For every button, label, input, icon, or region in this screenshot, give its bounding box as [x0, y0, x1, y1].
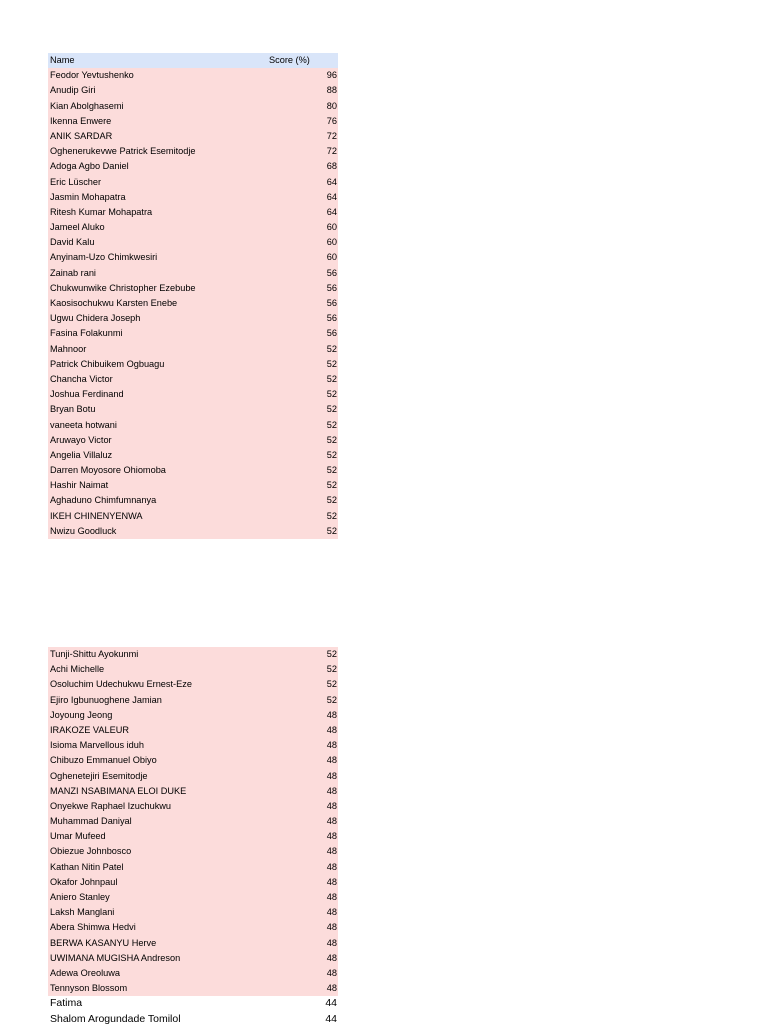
table-row [48, 677, 338, 692]
row-name: Laksh Manglani [50, 907, 115, 918]
row-name: Isioma Marvellous iduh [50, 740, 144, 751]
row-score: 52 [326, 679, 337, 690]
row-name: Fatima [50, 997, 83, 1010]
row-score: 48 [326, 952, 337, 963]
table-row [48, 418, 338, 433]
row-score: 48 [326, 907, 337, 918]
row-score: 52 [326, 419, 337, 430]
row-score: 48 [326, 892, 337, 902]
row-score: 64 [326, 176, 337, 187]
table-row [48, 357, 338, 372]
row-name: Adoga Agbo Daniel [50, 161, 129, 172]
row-name: Tennyson Blossom [50, 983, 128, 994]
row-name: Adewa Oreoluwa [50, 967, 120, 978]
table-row [48, 114, 338, 129]
row-name: Onyekwe Raphael Izuchukwu [50, 800, 172, 811]
table-row [48, 235, 338, 250]
row-name: Eric Lüscher [50, 176, 102, 187]
row-score: 60 [326, 222, 337, 233]
table-row [48, 951, 338, 966]
row-name: Angelia Villaluz [50, 449, 113, 460]
row-name: Jasmin Mohapatra [50, 191, 126, 202]
row-name: MANZI NSABIMANA ELOI DUKE [50, 785, 187, 796]
row-name: Zainab rani [50, 267, 96, 278]
table-row [48, 844, 338, 859]
row-name: UWIMANA MUGISHA Andreson [50, 952, 181, 963]
row-score: 52 [326, 510, 337, 521]
table-row [48, 860, 338, 875]
table-row [48, 372, 338, 387]
row-name: Osoluchim Udechukwu Ernest-Eze [50, 679, 192, 690]
table-row [48, 250, 338, 265]
row-score: 52 [326, 694, 337, 705]
row-score: 48 [326, 922, 337, 933]
row-score: 52 [326, 358, 337, 369]
table-row [48, 99, 338, 114]
row-name: Mahnoor [50, 343, 87, 354]
row-name: Aghaduno Chimfumnanya [50, 495, 157, 506]
table-row [48, 966, 338, 981]
table-row [48, 1012, 338, 1027]
row-name: Muhammad Daniyal [50, 816, 132, 827]
row-score: 52 [326, 664, 337, 675]
row-name: Chancha Victor [50, 373, 113, 384]
row-name: ANIK SARDAR [50, 130, 113, 141]
table-row [48, 509, 338, 524]
row-name: Oghenetejiri Esemitodje [50, 770, 148, 781]
table-row [48, 784, 338, 799]
table-row [48, 905, 338, 920]
row-score: 52 [326, 449, 337, 460]
row-name: Abera Shimwa Hedvi [50, 922, 136, 933]
table-row [48, 875, 338, 890]
row-score: 48 [326, 785, 337, 796]
row-name: Jameel Aluko [50, 222, 105, 233]
table-row [48, 799, 338, 814]
row-name: Anyinam-Uzo Chimkwesiri [50, 252, 158, 263]
table-header-row [48, 53, 338, 68]
table-row [48, 83, 338, 98]
row-name: Kathan Nitin Patel [50, 861, 124, 872]
row-score: 56 [326, 282, 337, 293]
table-row [48, 936, 338, 951]
row-score: 48 [326, 967, 337, 978]
table-row [48, 524, 338, 539]
table-row [48, 281, 338, 296]
table-row [48, 738, 338, 753]
table-row [48, 769, 338, 784]
row-name: Bryan Botu [50, 404, 96, 415]
row-score: 48 [326, 876, 337, 887]
row-score: 60 [326, 252, 337, 263]
table-row [48, 647, 338, 662]
table-row [48, 448, 338, 463]
row-score: 52 [326, 404, 337, 415]
row-name: Hashir Naimat [50, 480, 109, 491]
score-table-section-2 [48, 647, 338, 1027]
table-row [48, 814, 338, 829]
table-row [48, 996, 338, 1011]
row-score: 52 [326, 649, 337, 659]
row-name: Achi Michelle [50, 664, 105, 675]
row-name: Ugwu Chidera Joseph [50, 313, 141, 324]
table-row [48, 190, 338, 205]
row-name: Ejiro Igbunuoghene Jamian [50, 694, 162, 705]
row-score: 60 [326, 237, 337, 248]
table-row [48, 920, 338, 935]
row-score: 56 [326, 267, 337, 278]
row-score: 96 [326, 70, 337, 81]
table-row [48, 266, 338, 281]
row-name: Feodor Yevtushenko [50, 70, 134, 81]
row-score: 56 [326, 298, 337, 308]
row-name: Shalom Arogundade Tomilol [50, 1012, 181, 1025]
table-row [48, 387, 338, 402]
table-row [48, 890, 338, 905]
row-score: 52 [326, 495, 337, 506]
row-score: 48 [326, 755, 337, 766]
row-score: 52 [326, 480, 337, 491]
row-name: Aruwayo Victor [50, 434, 112, 445]
row-name: David Kalu [50, 237, 95, 248]
table-row [48, 326, 338, 341]
row-name: Chibuzo Emmanuel Obiyo [50, 755, 157, 766]
table-row [48, 433, 338, 448]
table-row [48, 662, 338, 677]
row-name: Darren Moyosore Ohiomoba [50, 465, 166, 476]
row-name: Umar Mufeed [50, 831, 106, 842]
row-name: Kian Abolghasemi [50, 100, 124, 111]
header-name: Name [50, 55, 75, 65]
row-name: vaneeta hotwani [50, 419, 117, 430]
row-score: 64 [326, 191, 337, 202]
row-score: 52 [326, 465, 337, 476]
row-name: IRAKOZE VALEUR [50, 724, 129, 735]
row-name: Fasina Folakunmi [50, 328, 123, 339]
row-score: 76 [326, 115, 337, 126]
row-score: 48 [326, 709, 337, 720]
row-score: 48 [326, 770, 337, 781]
table-row [48, 205, 338, 220]
row-name: IKEH CHINENYENWA [50, 510, 143, 521]
header-score: Score (%) [269, 55, 310, 65]
row-name: BERWA KASANYU Herve [50, 937, 157, 948]
row-score: 88 [326, 85, 337, 96]
row-name: Tunji-Shittu Ayokunmi [50, 649, 139, 659]
row-name: Anudip Giri [50, 85, 96, 96]
row-score: 56 [326, 328, 337, 339]
row-score: 44 [325, 997, 337, 1010]
table-row [48, 493, 338, 508]
table-row [48, 175, 338, 190]
table-row [48, 723, 338, 738]
table-row [48, 693, 338, 708]
table-row [48, 829, 338, 844]
table-row [48, 159, 338, 174]
row-name: Okafor Johnpaul [50, 876, 118, 887]
table-row [48, 144, 338, 159]
score-table-section-1 [48, 53, 338, 539]
row-name: Ikenna Enwere [50, 115, 112, 126]
row-score: 48 [326, 816, 337, 827]
row-score: 56 [326, 313, 337, 324]
row-score: 64 [326, 206, 337, 217]
row-name: Aniero Stanley [50, 892, 110, 902]
table-row [48, 753, 338, 768]
row-name: Kaosisochukwu Karsten Enebe [50, 298, 178, 308]
row-name: Joshua Ferdinand [50, 389, 124, 400]
table-row [48, 708, 338, 723]
row-score: 52 [326, 389, 337, 400]
row-score: 72 [326, 130, 337, 141]
table-row [48, 478, 338, 493]
row-score: 48 [326, 724, 337, 735]
row-name: Chukwunwike Christopher Ezebube [50, 282, 196, 293]
row-name: Nwizu Goodluck [50, 525, 117, 536]
row-score: 80 [326, 100, 337, 111]
row-score: 52 [326, 434, 337, 445]
table-row [48, 981, 338, 996]
row-score: 52 [326, 343, 337, 354]
row-name: Oghenerukevwe Patrick Esemitodje [50, 146, 196, 157]
table-row [48, 129, 338, 144]
row-score: 48 [326, 740, 337, 751]
row-name: Joyoung Jeong [50, 709, 113, 720]
table-row [48, 296, 338, 311]
row-score: 48 [326, 800, 337, 811]
row-name: Obiezue Johnbosco [50, 846, 132, 857]
row-name: Patrick Chibuikem Ogbuagu [50, 358, 165, 369]
row-score: 72 [326, 146, 337, 157]
table-row [48, 463, 338, 478]
row-score: 48 [326, 846, 337, 857]
table-row [48, 402, 338, 417]
row-score: 44 [325, 1012, 337, 1025]
table-row [48, 311, 338, 326]
row-score: 48 [326, 831, 337, 842]
row-score: 48 [326, 983, 337, 994]
table-row [48, 68, 338, 83]
row-score: 48 [326, 861, 337, 872]
row-score: 68 [326, 161, 337, 172]
row-score: 52 [326, 373, 337, 384]
row-score: 48 [326, 937, 337, 948]
row-name: Ritesh Kumar Mohapatra [50, 206, 153, 217]
table-row [48, 220, 338, 235]
row-score: 52 [326, 525, 337, 536]
table-row [48, 342, 338, 357]
